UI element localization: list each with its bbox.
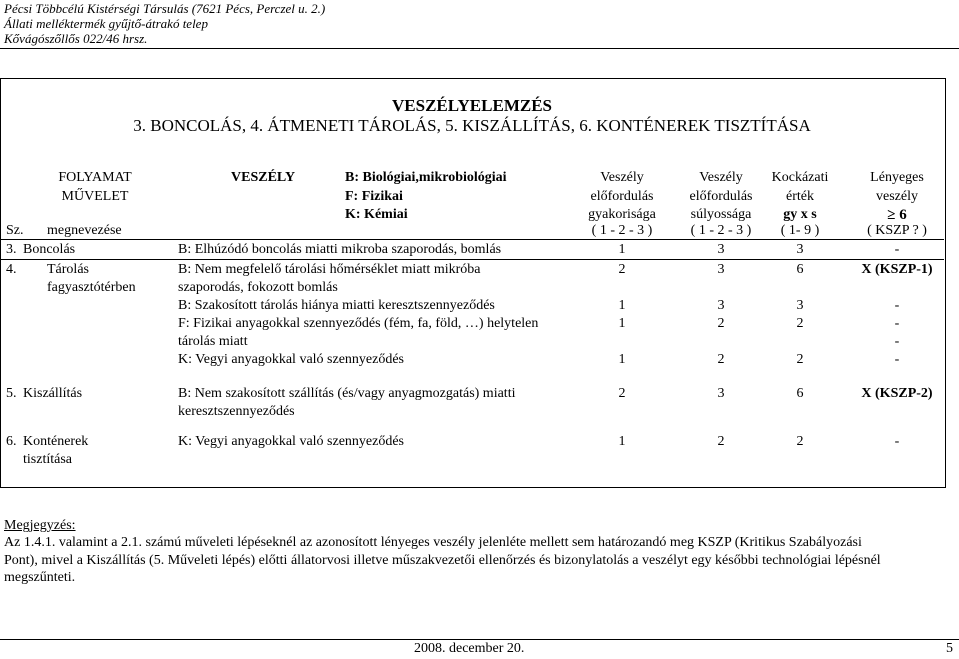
row4-sulyossag-1: 3: [717, 262, 725, 277]
page-number: 5: [946, 641, 953, 656]
page-title: VESZÉLYELEMZÉS: [392, 96, 552, 115]
col-muvelet: MŰVELET: [61, 189, 129, 204]
document-frame: [0, 78, 946, 488]
table-header-separator: [0, 239, 944, 240]
row3-lenyeges: -: [894, 242, 900, 257]
header-divider: [0, 48, 959, 49]
row4-gyakorisag-1: 2: [618, 262, 626, 277]
legend-fizikai: F: Fizikai: [345, 189, 403, 204]
row4-kockazat-2: 3: [796, 298, 804, 313]
col-gyakorisag-range: ( 1 - 2 - 3 ): [591, 223, 653, 238]
row6-name-1: Konténerek: [23, 434, 89, 449]
row4-lenyeges-3b: -: [894, 334, 900, 349]
row3-hazard: B: Elhúzódó boncolás miatti mikroba szaporodás, bomlás: [178, 242, 502, 257]
row5-lenyeges: X (KSZP-2): [861, 386, 933, 401]
row4-kockazat-4: 2: [796, 352, 804, 367]
row4-gyakorisag-2: 1: [618, 298, 626, 313]
row3-name: Boncolás: [23, 242, 76, 257]
col-lenyeges-1: Lényeges: [870, 170, 924, 185]
row3-sulyossag: 3: [717, 242, 725, 257]
col-veszely: VESZÉLY: [231, 170, 296, 185]
col-lenyeges-2: veszély: [876, 189, 918, 204]
row4-kockazat-3: 2: [796, 316, 804, 331]
col-kockazati-2: érték: [786, 189, 814, 204]
header-line-2: Állati melléktermék gyűjtő-átrakó telep: [4, 16, 208, 31]
note-line-1: Az 1.4.1. valamint a 2.1. számú műveleti lépéseknél az azonosított lényeges veszély jelenléte mellett sem határozandó meg KSZP (Kritikus Szabályozási: [4, 535, 862, 550]
row4-hazard-3b: tárolás miatt: [178, 334, 248, 349]
row5-kockazat: 6: [796, 386, 804, 401]
col-lenyeges-threshold: ≥ 6: [887, 207, 907, 223]
row5-gyakorisag: 2: [618, 386, 626, 401]
row6-lenyeges: -: [894, 434, 900, 449]
col-kockazati-1: Kockázati: [771, 170, 829, 185]
legend-kemiai: K: Kémiai: [345, 207, 408, 222]
row3-kockazat: 3: [796, 242, 804, 257]
col-sulyossag-range: ( 1 - 2 - 3 ): [690, 223, 752, 238]
col-kockazati-range: ( 1- 9 ): [780, 223, 820, 238]
row4-lenyeges-2: -: [894, 298, 900, 313]
row4-hazard-3a: F: Fizikai anyagokkal szennyeződés (fém, fa, föld, …) helytelen: [178, 316, 539, 331]
col-megnevezese: megnevezése: [47, 223, 122, 238]
row4-hazard-4: K: Vegyi anyagokkal való szennyeződés: [178, 352, 405, 367]
row6-sulyossag: 2: [717, 434, 725, 449]
col-gyakorisag-2: előfordulás: [590, 189, 654, 204]
row4-name-1: Tárolás: [47, 262, 89, 277]
note-label: Megjegyzés:: [4, 518, 76, 533]
col-kockazati-3: gy x s: [783, 207, 817, 222]
row3-gyakorisag: 1: [618, 242, 626, 257]
row4-sulyossag-4: 2: [717, 352, 725, 367]
row4-hazard-2: B: Szakosított tárolás hiánya miatti keresztszennyeződés: [178, 298, 495, 313]
row6-hazard: K: Vegyi anyagokkal való szennyeződés: [178, 434, 405, 449]
row4-kockazat-1: 6: [796, 262, 804, 277]
row5-hazard-2: keresztszennyeződés: [178, 404, 295, 419]
row4-lenyeges-3a: -: [894, 316, 900, 331]
row5-num: 5.: [6, 386, 17, 401]
header-line-3: Kővágószőllős 022/46 hrsz.: [4, 31, 148, 46]
header-line-1: Pécsi Többcélú Kistérségi Társulás (7621 Pécs, Perczel u. 2.): [4, 1, 326, 16]
row4-lenyeges-4: -: [894, 352, 900, 367]
row4-hazard-1a: B: Nem megfelelő tárolási hőmérséklet miatt mikróba: [178, 262, 481, 277]
col-sulyossag-2: előfordulás: [689, 189, 753, 204]
footer-divider: [0, 639, 959, 640]
row6-name-2: tisztítása: [23, 452, 72, 467]
col-sz: Sz.: [6, 223, 24, 238]
row4-gyakorisag-4: 1: [618, 352, 626, 367]
row4-gyakorisag-3: 1: [618, 316, 626, 331]
row6-kockazat: 2: [796, 434, 804, 449]
row6-gyakorisag: 1: [618, 434, 626, 449]
row4-name-2: fagyasztótérben: [47, 280, 136, 295]
note-line-3: megszűnteti.: [4, 570, 76, 585]
row5-hazard-1: B: Nem szakosított szállítás (és/vagy anyagmozgatás) miatti: [178, 386, 516, 401]
row4-hazard-1b: szaporodás, fokozott bomlás: [178, 280, 338, 295]
row4-sulyossag-2: 3: [717, 298, 725, 313]
legend-biologiai: B: Biológiai,mikrobiológiai: [345, 170, 507, 185]
row4-num: 4.: [6, 262, 17, 277]
row5-sulyossag: 3: [717, 386, 725, 401]
col-sulyossag-3: súlyossága: [690, 207, 752, 222]
col-gyakorisag-1: Veszély: [600, 170, 644, 185]
col-folyamat: FOLYAMAT: [58, 170, 132, 185]
footer-date: 2008. december 20.: [414, 641, 525, 656]
page-subtitle: 3. BONCOLÁS, 4. ÁTMENETI TÁROLÁS, 5. KISZÁLLÍTÁS, 6. KONTÉNEREK TISZTÍTÁSA: [133, 116, 811, 135]
table-row-separator: [0, 259, 944, 260]
row3-num: 3.: [6, 242, 17, 257]
row4-lenyeges-1: X (KSZP-1): [861, 262, 933, 277]
row4-sulyossag-3: 2: [717, 316, 725, 331]
note-line-2: Pont), mivel a Kiszállítás (5. Műveleti lépés) előtti állatorvosi illetve műszakvezetői ellenőrzés és bizonylatolás a veszélyt egy későbbi technológiai lépésnél: [4, 553, 881, 568]
col-lenyeges-kszp: ( KSZP ? ): [867, 223, 927, 238]
col-gyakorisag-3: gyakorisága: [588, 207, 656, 222]
col-sulyossag-1: Veszély: [699, 170, 743, 185]
row6-num: 6.: [6, 434, 17, 449]
row5-name: Kiszállítás: [23, 386, 83, 401]
